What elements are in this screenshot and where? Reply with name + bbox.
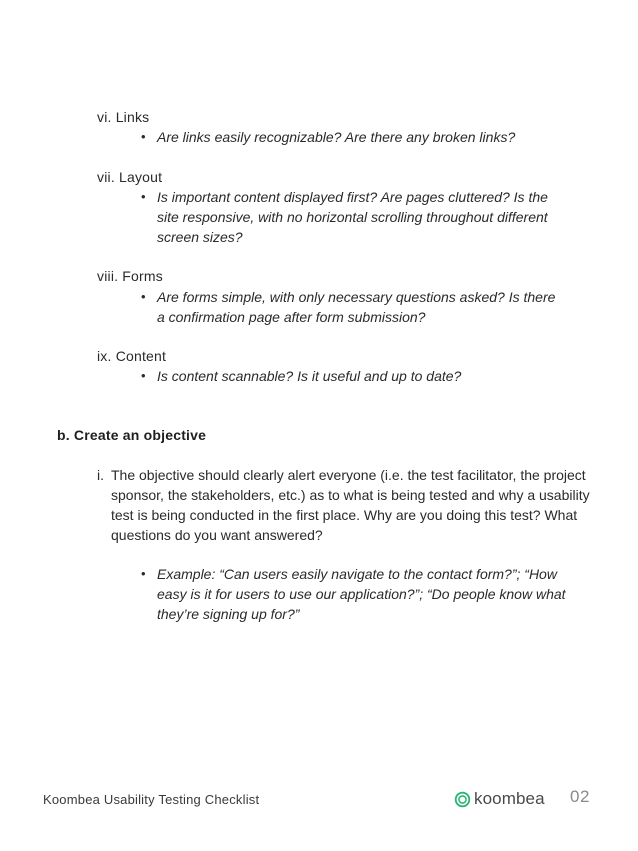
- objective-example: [141, 564, 581, 624]
- footer-brand-logo: [454, 788, 545, 810]
- objective-example-text: Example: “Can users easily navigate to the contact form?”; “How easy is it for users to use our application?”; “Do people know what they’re signing up for?”: [157, 566, 566, 622]
- objective-point: [97, 465, 602, 545]
- bullet-dot: •: [141, 368, 146, 383]
- section-title-objective: b. Create an objective: [57, 427, 207, 443]
- item-title-layout: vii. Layout: [97, 169, 163, 185]
- objective-point-text: The objective should clearly alert everyone (i.e. the test facilitator, the project sponsor, the stakeholders, etc.) as to what is being tested and why a usability test is being conducted in the first place. Why are you doing this test? What questions do you want answered?: [111, 467, 590, 543]
- footer-document-title: Koombea Usability Testing Checklist: [43, 792, 260, 807]
- bullet-text-layout: Is important content displayed first? Are pages cluttered? Is the site responsive, with no horizontal scrolling throughout different screen sizes?: [157, 189, 548, 245]
- item-title-forms: viii. Forms: [97, 268, 163, 284]
- item-title-content: ix. Content: [97, 348, 167, 364]
- objective-point-number: i.: [97, 467, 104, 483]
- koombea-ring-logo-icon: [454, 791, 471, 808]
- bullet-dot: •: [141, 189, 146, 204]
- footer-brand-name: koombea: [474, 789, 545, 808]
- bullet-dot: •: [141, 129, 146, 144]
- bullet-text-links: Are links easily recognizable? Are there any broken links?: [157, 129, 516, 145]
- bullet-forms: [141, 287, 561, 327]
- bullet-dot: •: [141, 289, 146, 304]
- bullet-dot: •: [141, 566, 146, 581]
- bullet-links: [141, 127, 581, 147]
- bullet-text-forms: Are forms simple, with only necessary questions asked? Is there a confirmation page after form submission?: [157, 289, 556, 325]
- bullet-content: [141, 366, 581, 386]
- bullet-text-content: Is content scannable? Is it useful and up to date?: [157, 368, 462, 384]
- page-number: 02: [570, 787, 590, 806]
- item-title-links: vi. Links: [97, 109, 150, 125]
- bullet-layout: [141, 187, 561, 247]
